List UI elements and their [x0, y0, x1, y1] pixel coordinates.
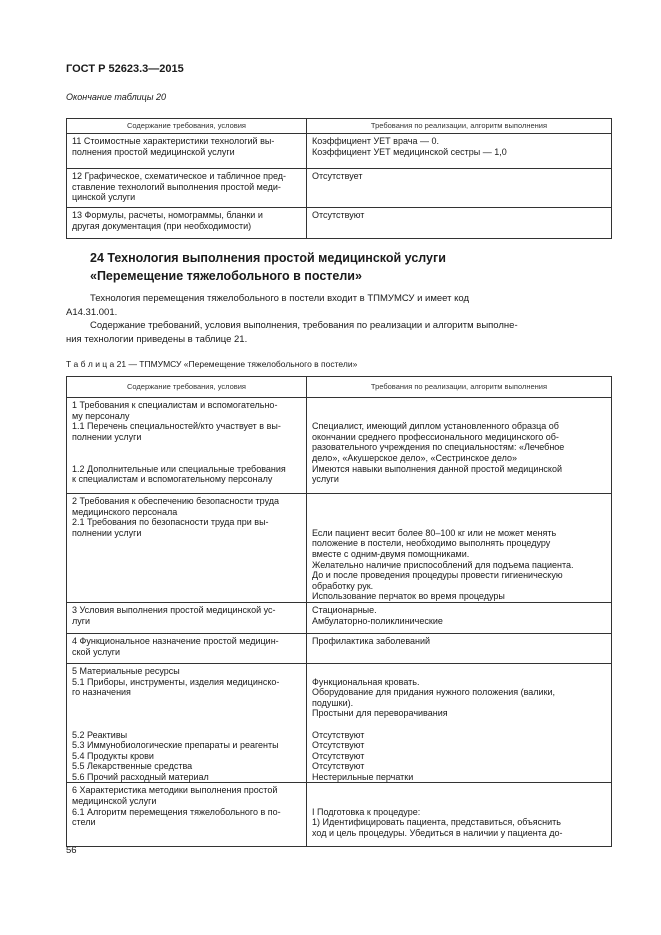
- cell-line: 1.2 Дополнительные или специальные требования: [72, 463, 286, 474]
- table-21-caption: Т а б л и ц а 21 — ТПМУМСУ «Перемещение тяжелобольного в постели»: [66, 359, 358, 369]
- table-row: [67, 783, 612, 847]
- requirement-cell: [67, 633, 307, 663]
- cell-line: 5 Материальные ресурсы: [72, 665, 180, 676]
- cell-line: [312, 411, 606, 422]
- table-continuation-label: Окончание таблицы 20: [66, 92, 166, 102]
- cell-line: ставление технологий выполнения простой меди-: [72, 181, 281, 192]
- table-header-row: [67, 377, 612, 398]
- implementation-cell: [307, 633, 612, 663]
- cell-line: вместе с одним-двумя помощниками.: [312, 548, 470, 559]
- table-row: [67, 633, 612, 663]
- cell-line: другая документация (при необходимости): [72, 220, 252, 231]
- cell-line: [72, 719, 301, 730]
- table-row: [67, 169, 612, 208]
- cell-line: Коэффициент УЕТ медицинской сестры — 1,0: [312, 146, 507, 157]
- cell-line: медицинского персонала: [72, 506, 178, 517]
- cell-line: 2 Требования к обеспечению безопасности труда: [72, 496, 280, 506]
- cell-line: 1.1 Перечень специальностей/кто участвует в вы-: [72, 421, 281, 432]
- cell-line: Нестерильные перчатки: [312, 771, 414, 782]
- cell-line: разовательного учреждения по специальностям: «Лечебное: [312, 442, 565, 453]
- cell-line: обработку рук.: [312, 580, 374, 591]
- requirement-cell: [67, 783, 307, 847]
- cell-line: Если пациент весит более 80–100 кг или не может менять: [312, 527, 557, 538]
- requirement-cell: [67, 134, 307, 169]
- section-title-line1: 24 Технология выполнения простой медицинской услуги: [90, 251, 446, 265]
- section-title-line2: «Перемещение тяжелобольного в постели»: [90, 269, 362, 283]
- implementation-cell: [307, 663, 612, 783]
- cell-line: [312, 719, 606, 730]
- table-row: [67, 134, 612, 169]
- table-21: [66, 376, 612, 847]
- cell-line: Отсутствуют: [312, 729, 365, 740]
- table-row: [67, 208, 612, 239]
- cell-line: 6.1 Алгоритм перемещения тяжелобольного в по-: [72, 806, 281, 817]
- cell-line: Простыни для переворачивания: [312, 708, 448, 719]
- cell-line: Отсутствуют: [312, 740, 365, 751]
- cell-line: Функциональная кровать.: [312, 676, 420, 687]
- cell-line: 5.2 Реактивы: [72, 729, 128, 740]
- cell-line: полнения простой медицинской услуги: [72, 146, 235, 157]
- requirement-cell: [67, 602, 307, 633]
- cell-line: му персоналу: [72, 410, 130, 421]
- implementation-cell: [307, 602, 612, 633]
- cell-line: Стационарные.: [312, 604, 377, 615]
- requirement-cell: [67, 169, 307, 208]
- cell-line: го назначения: [72, 687, 131, 698]
- cell-line: Отсутствуют: [312, 210, 365, 220]
- cell-line: луги: [72, 615, 91, 626]
- implementation-cell: [307, 134, 612, 169]
- cell-line: [72, 442, 301, 453]
- cell-line: Отсутствуют: [312, 761, 365, 772]
- cell-line: I Подготовка к процедуре:: [312, 806, 421, 817]
- column-header: Содержание требования, условия: [67, 119, 307, 134]
- cell-line: [312, 507, 606, 518]
- cell-line: 5.5 Лекарственные средства: [72, 761, 193, 772]
- cell-line: [72, 698, 301, 709]
- cell-line: Специалист, имеющий диплом установленного образца об: [312, 421, 559, 432]
- cell-line: 13 Формулы, расчеты, номограммы, бланки и: [72, 210, 263, 220]
- cell-line: [312, 666, 606, 677]
- table-row: [67, 494, 612, 603]
- cell-line: [312, 785, 606, 796]
- cell-line: Отсутствуют: [312, 750, 365, 761]
- table-header-row: [67, 119, 612, 134]
- cell-line: [312, 517, 606, 528]
- implementation-cell: [307, 398, 612, 494]
- cell-line: [312, 400, 606, 411]
- cell-line: 5.3 Иммунобиологические препараты и реагенты: [72, 740, 279, 751]
- cell-line: Коэффициент УЕТ врача — 0.: [312, 136, 439, 146]
- cell-line: Желательно наличие приспособлений для подъема пациента.: [312, 559, 574, 570]
- implementation-cell: [307, 169, 612, 208]
- cell-line: 5.6 Прочий расходный материал: [72, 771, 209, 782]
- cell-line: [72, 453, 301, 464]
- cell-line: полнении услуги: [72, 431, 142, 442]
- implementation-cell: [307, 783, 612, 847]
- cell-line: цинской услуги: [72, 192, 136, 203]
- paragraph-2-line2: ния технологии приведены в таблице 21.: [66, 334, 248, 345]
- cell-line: положение в постели, необходимо выполнять процедуру: [312, 538, 551, 549]
- cell-line: 1 Требования к специалистам и вспомогательно-: [72, 400, 278, 410]
- paragraph-1-line2: А14.31.001.: [66, 307, 118, 318]
- cell-line: Отсутствует: [312, 171, 363, 181]
- cell-line: Оборудование для придания нужного положения (валики,: [312, 687, 556, 698]
- cell-line: услуги: [312, 474, 339, 485]
- paragraph-2-line1: Содержание требований, условия выполнения, требования по реализации и алгоритм выполне-: [90, 320, 518, 331]
- requirement-cell: [67, 398, 307, 494]
- cell-line: 4 Функциональное назначение простой медицин-: [72, 635, 279, 646]
- paragraph-1-line1: Технология перемещения тяжелобольного в постели входит в ТПМУМСУ и имеет код: [90, 293, 469, 304]
- table-20: [66, 118, 612, 239]
- cell-line: До и после проведения процедуры провести гигиеническую: [312, 570, 563, 581]
- cell-line: Амбулаторно-поликлинические: [312, 615, 443, 626]
- cell-line: к специалистам и вспомогательному персоналу: [72, 474, 273, 485]
- cell-line: [72, 708, 301, 719]
- cell-line: 2.1 Требования по безопасности труда при вы-: [72, 517, 269, 528]
- cell-line: Имеются навыки выполнения данной простой медицинской: [312, 463, 562, 474]
- implementation-cell: [307, 208, 612, 239]
- cell-line: [312, 496, 606, 507]
- cell-line: [312, 796, 606, 807]
- implementation-cell: [307, 494, 612, 603]
- requirement-cell: [67, 208, 307, 239]
- requirement-cell: [67, 494, 307, 603]
- column-header: Требования по реализации, алгоритм выполнения: [307, 377, 612, 398]
- cell-line: Профилактика заболеваний: [312, 635, 431, 646]
- requirement-cell: [67, 663, 307, 783]
- cell-line: медицинской услуги: [72, 796, 157, 807]
- cell-line: окончании среднего профессионального медицинского об-: [312, 431, 559, 442]
- cell-line: 5.4 Продукты крови: [72, 750, 154, 761]
- table-row: [67, 398, 612, 494]
- cell-line: 5.1 Приборы, инструменты, изделия медицинско-: [72, 676, 280, 687]
- cell-line: стели: [72, 817, 96, 828]
- column-header: Содержание требования, условия: [67, 377, 307, 398]
- cell-line: Использование перчаток во время процедуры: [312, 591, 505, 602]
- cell-line: 6 Характеристика методики выполнения простой: [72, 785, 278, 796]
- cell-line: подушки).: [312, 697, 354, 708]
- cell-line: ход и цель процедуры. Убедиться в наличии у пациента до-: [312, 827, 563, 838]
- cell-line: 11 Стоимостные характеристики технологий вы-: [72, 136, 275, 146]
- page-number: 56: [66, 845, 77, 856]
- column-header: Требования по реализации, алгоритм выполнения: [307, 119, 612, 134]
- table-row: [67, 602, 612, 633]
- cell-line: полнении услуги: [72, 527, 142, 538]
- table-row: [67, 663, 612, 783]
- cell-line: 12 Графическое, схематическое и табличное пред-: [72, 171, 287, 181]
- cell-line: 1) Идентифицировать пациента, представиться, объяснить: [312, 817, 561, 828]
- cell-line: дело», «Акушерское дело», «Сестринское дело»: [312, 452, 517, 463]
- cell-line: 3 Условия выполнения простой медицинской ус-: [72, 604, 276, 615]
- standard-number: ГОСТ Р 52623.3—2015: [66, 63, 184, 75]
- cell-line: ской услуги: [72, 646, 121, 657]
